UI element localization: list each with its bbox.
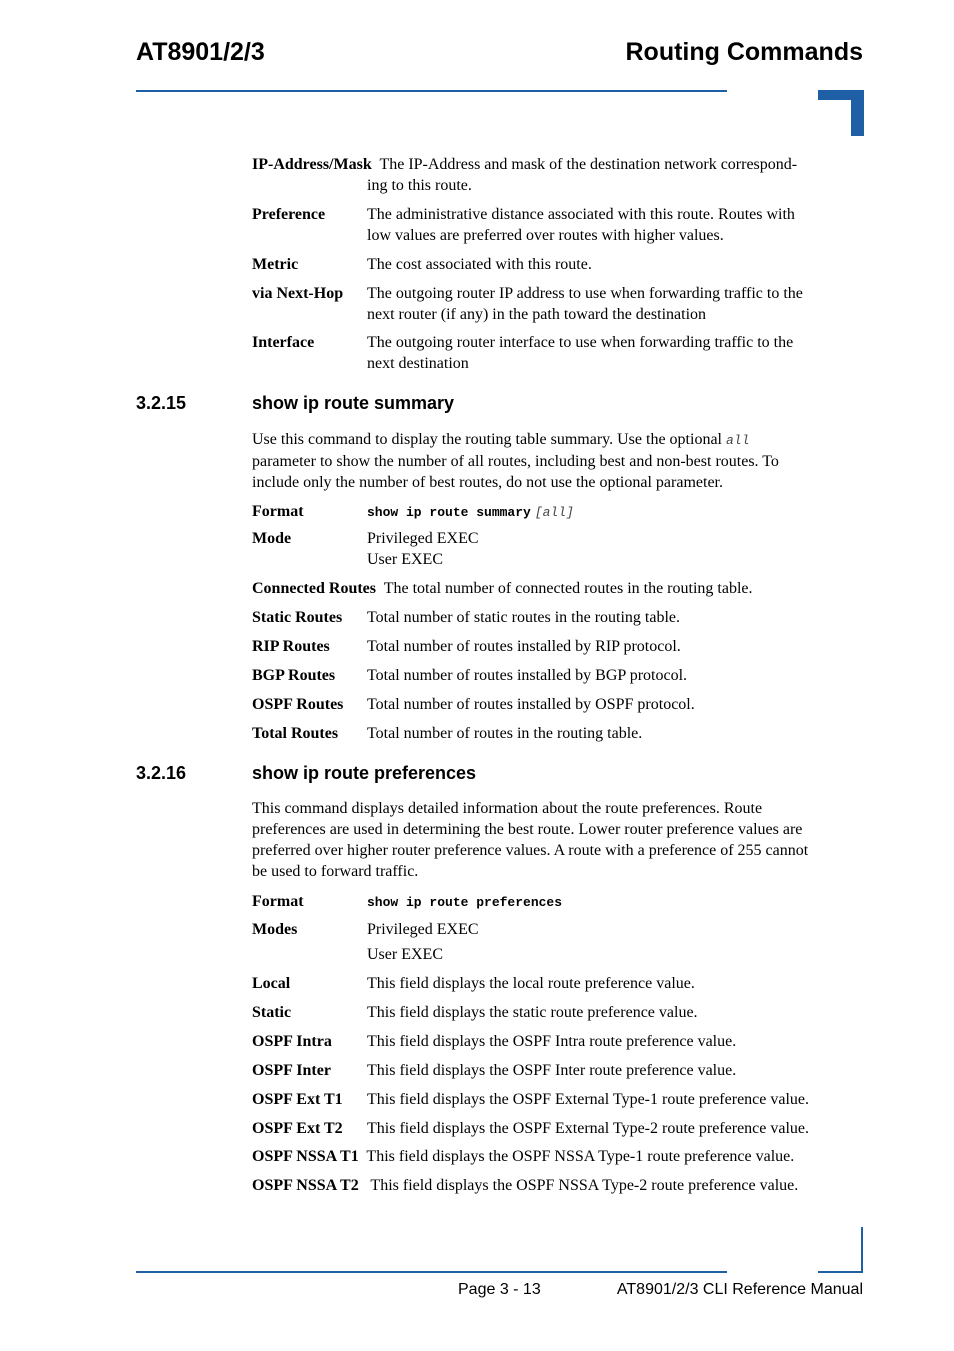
- field-term: OSPF Ext T2: [252, 1120, 343, 1137]
- field-desc: This field displays the OSPF NSSA Type-1 route preference value.: [366, 1148, 795, 1165]
- section-title: show ip route preferences: [252, 763, 477, 783]
- field-desc: Total number of routes installed by OSPF protocol.: [367, 696, 695, 713]
- field-desc-line: The administrative distance associated with this route. Routes with: [367, 206, 795, 223]
- mode-value: Privileged EXEC: [367, 921, 479, 938]
- field-desc: This field displays the local route preference value.: [367, 975, 695, 992]
- field-desc-line: next destination: [367, 355, 469, 372]
- field-term: Static Routes: [252, 609, 343, 626]
- document-title: AT8901/2/3: [136, 38, 265, 66]
- section-15-intro: [252, 429, 864, 493]
- field-ip-address-mask: [252, 154, 864, 196]
- mode-label: Mode: [252, 530, 292, 547]
- section-number: 3.2.16: [136, 763, 187, 783]
- field-term: Static: [252, 1004, 292, 1021]
- intro-text: preferred over higher router preference values. A route with a preference of 255 cannot: [252, 842, 809, 859]
- intro-text: preferences are used in determining the best route. Lower router preference values are: [252, 821, 803, 838]
- field-ospf-nssa-t1: [252, 1146, 864, 1167]
- field-term: Connected Routes: [252, 580, 376, 597]
- chapter-title: Routing Commands: [625, 38, 863, 66]
- field-desc: The total number of connected routes in the routing table.: [383, 580, 753, 597]
- footer-rule: [136, 1271, 727, 1273]
- section-heading-3-2-16: [136, 763, 476, 784]
- modes-label: Modes: [252, 921, 298, 938]
- field-ospf-nssa-t2: [252, 1175, 864, 1196]
- field-term: Metric: [252, 256, 299, 273]
- section-number: 3.2.15: [136, 393, 187, 413]
- field-term: Preference: [252, 206, 326, 223]
- field-term: OSPF NSSA T2: [252, 1177, 359, 1194]
- field-term: IP-Address/Mask: [252, 156, 372, 173]
- intro-text: parameter to show the number of all routes, including best and non-best routes. To: [252, 453, 779, 470]
- section-title: show ip route summary: [252, 393, 455, 413]
- field-desc: The IP-Address and mask of the destination network correspond-: [379, 156, 798, 173]
- field-desc: This field displays the static route preference value.: [367, 1004, 698, 1021]
- intro-text: be used to forward traffic.: [252, 863, 419, 880]
- intro-text: include only the number of best routes, do not use the optional parameter.: [252, 474, 723, 491]
- field-term: Local: [252, 975, 291, 992]
- field-desc: Total number of routes installed by RIP protocol.: [367, 638, 681, 655]
- intro-text: Use this command to display the routing table summary. Use the optional: [252, 431, 726, 448]
- field-desc: This field displays the OSPF Inter route preference value.: [367, 1062, 737, 1079]
- field-term: via Next-Hop: [252, 285, 344, 302]
- intro-code: all: [726, 433, 750, 448]
- field-term: OSPF Ext T1: [252, 1091, 343, 1108]
- field-desc: Total number of routes in the routing table.: [367, 725, 643, 742]
- field-desc-line: low values are preferred over routes with higher values.: [367, 227, 724, 244]
- footer-corner-mark-vertical: [861, 1227, 863, 1273]
- page-number: Page 3 - 13: [458, 1281, 541, 1298]
- field-desc-line: The outgoing router interface to use when forwarding traffic to the: [367, 334, 794, 351]
- field-term: OSPF Inter: [252, 1062, 331, 1079]
- format-optional-param: [all]: [534, 505, 574, 520]
- field-term: OSPF Routes: [252, 696, 344, 713]
- footer-corner-mark: [818, 1271, 863, 1273]
- field-desc: This field displays the OSPF External Type-2 route preference value.: [367, 1120, 810, 1137]
- format-label: Format: [252, 893, 304, 910]
- field-term: Interface: [252, 334, 315, 351]
- mode-value: User EXEC: [367, 946, 443, 963]
- section-16-intro: [252, 798, 864, 882]
- field-desc: Total number of routes installed by BGP protocol.: [367, 667, 688, 684]
- mode-value: Privileged EXEC: [367, 530, 479, 547]
- mode-value: User EXEC: [367, 551, 443, 568]
- field-desc-line: next router (if any) in the path toward the destination: [367, 306, 707, 323]
- section-heading-3-2-15: [136, 393, 454, 414]
- field-term: RIP Routes: [252, 638, 330, 655]
- field-desc: This field displays the OSPF External Type-1 route preference value.: [367, 1091, 810, 1108]
- field-desc: This field displays the OSPF Intra route preference value.: [367, 1033, 737, 1050]
- field-desc: This field displays the OSPF NSSA Type-2 route preference value.: [370, 1177, 799, 1194]
- field-term: BGP Routes: [252, 667, 336, 684]
- header-corner-mark-vertical: [851, 90, 864, 136]
- format-command: show ip route preferences: [367, 895, 563, 910]
- field-term: OSPF NSSA T1: [252, 1148, 359, 1165]
- field-desc-line: The outgoing router IP address to use when forwarding traffic to the: [367, 285, 803, 302]
- format-label: Format: [252, 503, 304, 520]
- intro-text: This command displays detailed information about the route preferences. Route: [252, 800, 763, 817]
- header-rule: [136, 90, 727, 92]
- field-term: OSPF Intra: [252, 1033, 332, 1050]
- field-term: Total Routes: [252, 725, 339, 742]
- field-desc-line: The cost associated with this route.: [367, 256, 592, 273]
- field-connected-routes: [252, 578, 864, 599]
- manual-title: AT8901/2/3 CLI Reference Manual: [616, 1281, 863, 1298]
- format-command: show ip route summary: [367, 505, 531, 520]
- field-desc: Total number of static routes in the routing table.: [367, 609, 681, 626]
- field-desc-cont: ing to this route.: [367, 177, 472, 194]
